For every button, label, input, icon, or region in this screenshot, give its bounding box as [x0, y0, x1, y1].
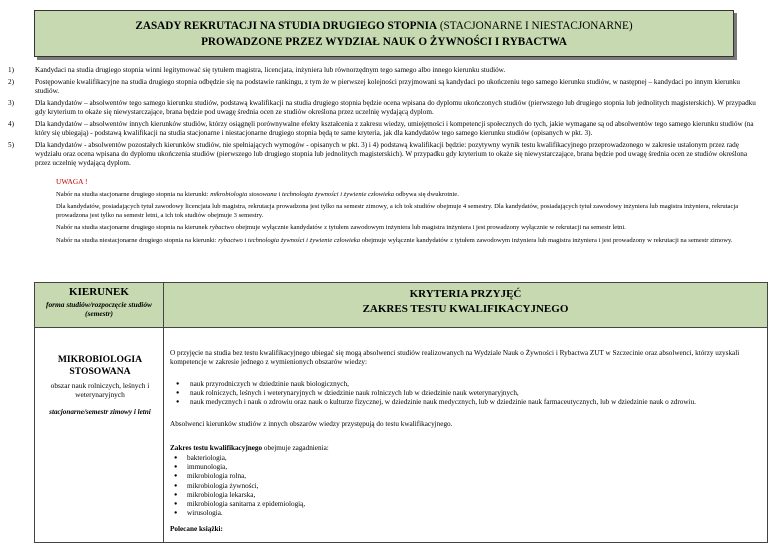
kierunek-heading: KIERUNEK	[69, 286, 129, 298]
rule-item	[8, 66, 760, 75]
rule-text: Kandydaci na studia drugiego stopnia winni legitymować się tytułem magistra, licencjata, inżyniera lub równorzędnym tego samego albo innego kierunku studiów.	[35, 66, 506, 74]
rule-text: Dla kandydatów - absolwentów pozostałych kierunków studiów, nie spełniających wymogów - opisanych w pkt. 3) i 4) podstawą kwalifikacji będzie: pozytywny wynik testu kwalifikacyjnego przeprowadzonego w zakresie ustalonym przez radę wydziału oraz ocena wpisana do dyplomu ukończenia studiów (pierwszego lub drugiego stopnia lub jednolitych magisterskich). W przypadku gdy kryterium to okaże się niewystarczające, brana będzie pod uwagę średnia ocen ze studiów określona przez uczelnię wydającą dyplom.	[35, 140, 748, 168]
table-header-kryteria	[164, 282, 768, 328]
notice-italic: rybactwo	[209, 224, 234, 232]
inne-obszary-note: Absolwenci kierunków studiów z innych obszarów wiedzy przystępują do testu kwalifikacyjnego.	[170, 420, 453, 428]
kryteria-heading: KRYTERIA PRZYJĘĆ	[409, 288, 522, 300]
notice-paragraph	[56, 237, 756, 246]
rule-text: Dla kandydatów – absolwentów tego samego kierunku studiów, podstawą kwalifikacji na studia drugiego stopnia będzie ocena wpisana do dyplomu ukończonych studiów (pierwszego lub drugiego stopnia lub jednolitych magisterskich). W przypadku gdy kryterium to okaże się niewystarczające, brana będzie pod uwagę średnia ocen ze studiów określona przez uczelnię wydającą dyplom.	[35, 98, 756, 116]
notice-paragraph	[56, 224, 756, 233]
list-item: ● wirusologia.	[170, 509, 766, 518]
notice-text: Nabór na studia niestacjonarne drugiego stopnia na kierunki:	[56, 236, 219, 244]
notice-text: i	[276, 190, 282, 198]
notice-text: Nabór na studia stacjonarne drugiego stopnia na kierunki:	[56, 190, 211, 198]
rule-number: 1)	[8, 66, 14, 74]
notice-title: UWAGA !	[56, 177, 88, 186]
rule-number: 2)	[8, 77, 14, 86]
table-header-kierunek	[34, 282, 164, 328]
notice-italic: mikrobiologia stosowana	[210, 190, 277, 198]
notice-text: obejmuje wyłącznie kandydatów z tytułem zawodowym inżyniera lub magistra inżyniera i jest prowadzony w rekrutacji na semestr zimowy.	[360, 236, 733, 244]
list-item: ● immunologia,	[170, 463, 766, 472]
kryteria-cell	[164, 328, 768, 543]
kierunek-name-line: MIKROBIOLOGIA	[57, 354, 143, 365]
title-banner	[34, 10, 734, 57]
zakres-text: obejmuje zagadnienia:	[262, 444, 329, 452]
kierunek-name	[35, 354, 165, 378]
rule-item	[8, 120, 760, 138]
kierunek-cell	[34, 328, 164, 543]
rule-text: Dla kandydatów – absolwentów innych kierunków studiów, którzy osiągnęli porównywalne efekty kształcenia z zakresu wiedzy, umiejętności i kompetencji społecznych do tych, jakie wymagane są od absolwentów tego samego kierunku studiów (na który się ubiegają) - podstawą kwalifikacji na studia stacjonarne i niestacjonarne drugiego stopnia będą te same kryteria, jak dla kandydatów tego samego kierunku studiów (opisanych w pkt. 3).	[35, 119, 754, 137]
list-item: ● nauk przyrodniczych w dziedzinie nauk biologicznych,	[170, 380, 766, 389]
rule-item	[8, 99, 760, 117]
kierunek-name-line: STOSOWANA	[69, 366, 131, 377]
notice-text: Nabór na studia stacjonarne drugiego stopnia na kierunek	[56, 224, 210, 232]
title-line-1	[35, 18, 733, 34]
notice-paragraph	[56, 191, 756, 200]
rule-number: 5)	[8, 140, 14, 149]
notice-text: i	[242, 236, 248, 244]
notice-paragraph: Dla kandydatów, posiadających tytuł zawodowy licencjata lub magistra, rekrutacja prowadzona jest tylko na semestr zimowy, a ich tok studiów obejmuje 4 semestry. Dla kandydatów, posiadających tytuł zawodowy inżyniera lub magistra inżyniera, rekrutacja prowadzona jest tylko na semestr letni, a ich tok studiów obejmuje 3 semestry.	[56, 203, 739, 219]
list-item: ● nauk rolniczych, leśnych i weterynaryjnych w dziedzinie nauk rolniczych lub w dziedzinie nauk weterynaryjnych,	[170, 389, 766, 398]
list-item: ● mikrobiologia rolna,	[170, 472, 766, 481]
notice-italic: technologia żywności i żywienie człowieka	[247, 236, 360, 244]
obszary-list	[170, 380, 766, 408]
notice-italic: rybactwo	[218, 236, 243, 244]
zakres-bold: Zakres testu kwalifikacyjnego	[170, 444, 263, 452]
notice-text: obejmuje wyłącznie kandydatów z tytułem zawodowym inżyniera lub magistra inżyniera i jest prowadzony wyłącznie w rekrutacji na semestr letni.	[234, 224, 626, 232]
notice-italic: technologia żywności i żywienie człowieka	[281, 190, 395, 198]
title-line-2: PROWADZONE PRZEZ WYDZIAŁ NAUK O ŻYWNOŚCI I RYBACTWA	[201, 36, 567, 48]
rule-item	[8, 141, 760, 169]
forma-heading: forma studiów/rozpoczęcie studiów (semestr)	[46, 300, 152, 318]
rule-number: 3)	[8, 98, 14, 107]
intro-paragraph: O przyjęcie na studia bez testu kwalifikacyjnego ubiegać się mogą absolwenci studiów realizowanych na Wydziale Nauk o Żywności i Rybactwa ZUT w Szczecinie oraz absolwenci, którzy uzyskali kompetencje w zakresie jednego z wymienionych obszarów wiedzy:	[170, 349, 740, 367]
rule-item	[8, 78, 760, 96]
title-mode: (STACJONARNE I NIESTACJONARNE)	[437, 20, 633, 32]
list-item: ● mikrobiologia żywności,	[170, 482, 766, 491]
rule-number: 4)	[8, 119, 14, 128]
rules-list	[8, 66, 760, 171]
list-item: ● bakteriologia,	[170, 454, 766, 463]
list-item: ● mikrobiologia sanitarna z epidemiologią,	[170, 500, 766, 509]
kierunek-forma: stacjonarne/semestr zimowy i letni	[49, 408, 151, 416]
notice-text: odbywa się dwukrotnie.	[394, 190, 459, 198]
kierunek-obszar: obszar nauk rolniczych, leśnych i weterynaryjnych	[50, 381, 150, 400]
zagadnienia-list	[170, 454, 766, 518]
list-item: ● nauk medycznych i nauk o zdrowiu oraz nauk o kulturze fizycznej, w dziedzinie nauk medycznych, lub w dziedzinie nauk farmaceutycznych, lub w dziedzinie nauk o zdrowiu.	[170, 398, 766, 407]
zakres-heading: ZAKRES TESTU KWALIFIKACYJNEGO	[362, 303, 569, 315]
polecane-ksiazki: Polecane książki:	[170, 525, 223, 533]
rule-text: Postępowanie kwalifikacyjne na studia drugiego stopnia odbędzie się na podstawie rankingu, z tym że w pierwszej kolejności przyjmowani są kandydaci po ukończeniu tego samego kierunku studiów, w następnej – kandydaci po innym kierunku studiów.	[35, 77, 740, 95]
notice-section	[56, 178, 756, 250]
zakres-paragraph	[170, 444, 766, 453]
list-item: ● mikrobiologia lekarska,	[170, 491, 766, 500]
title-main: ZASADY REKRUTACJI NA STUDIA DRUGIEGO STOPNIA	[135, 20, 438, 32]
